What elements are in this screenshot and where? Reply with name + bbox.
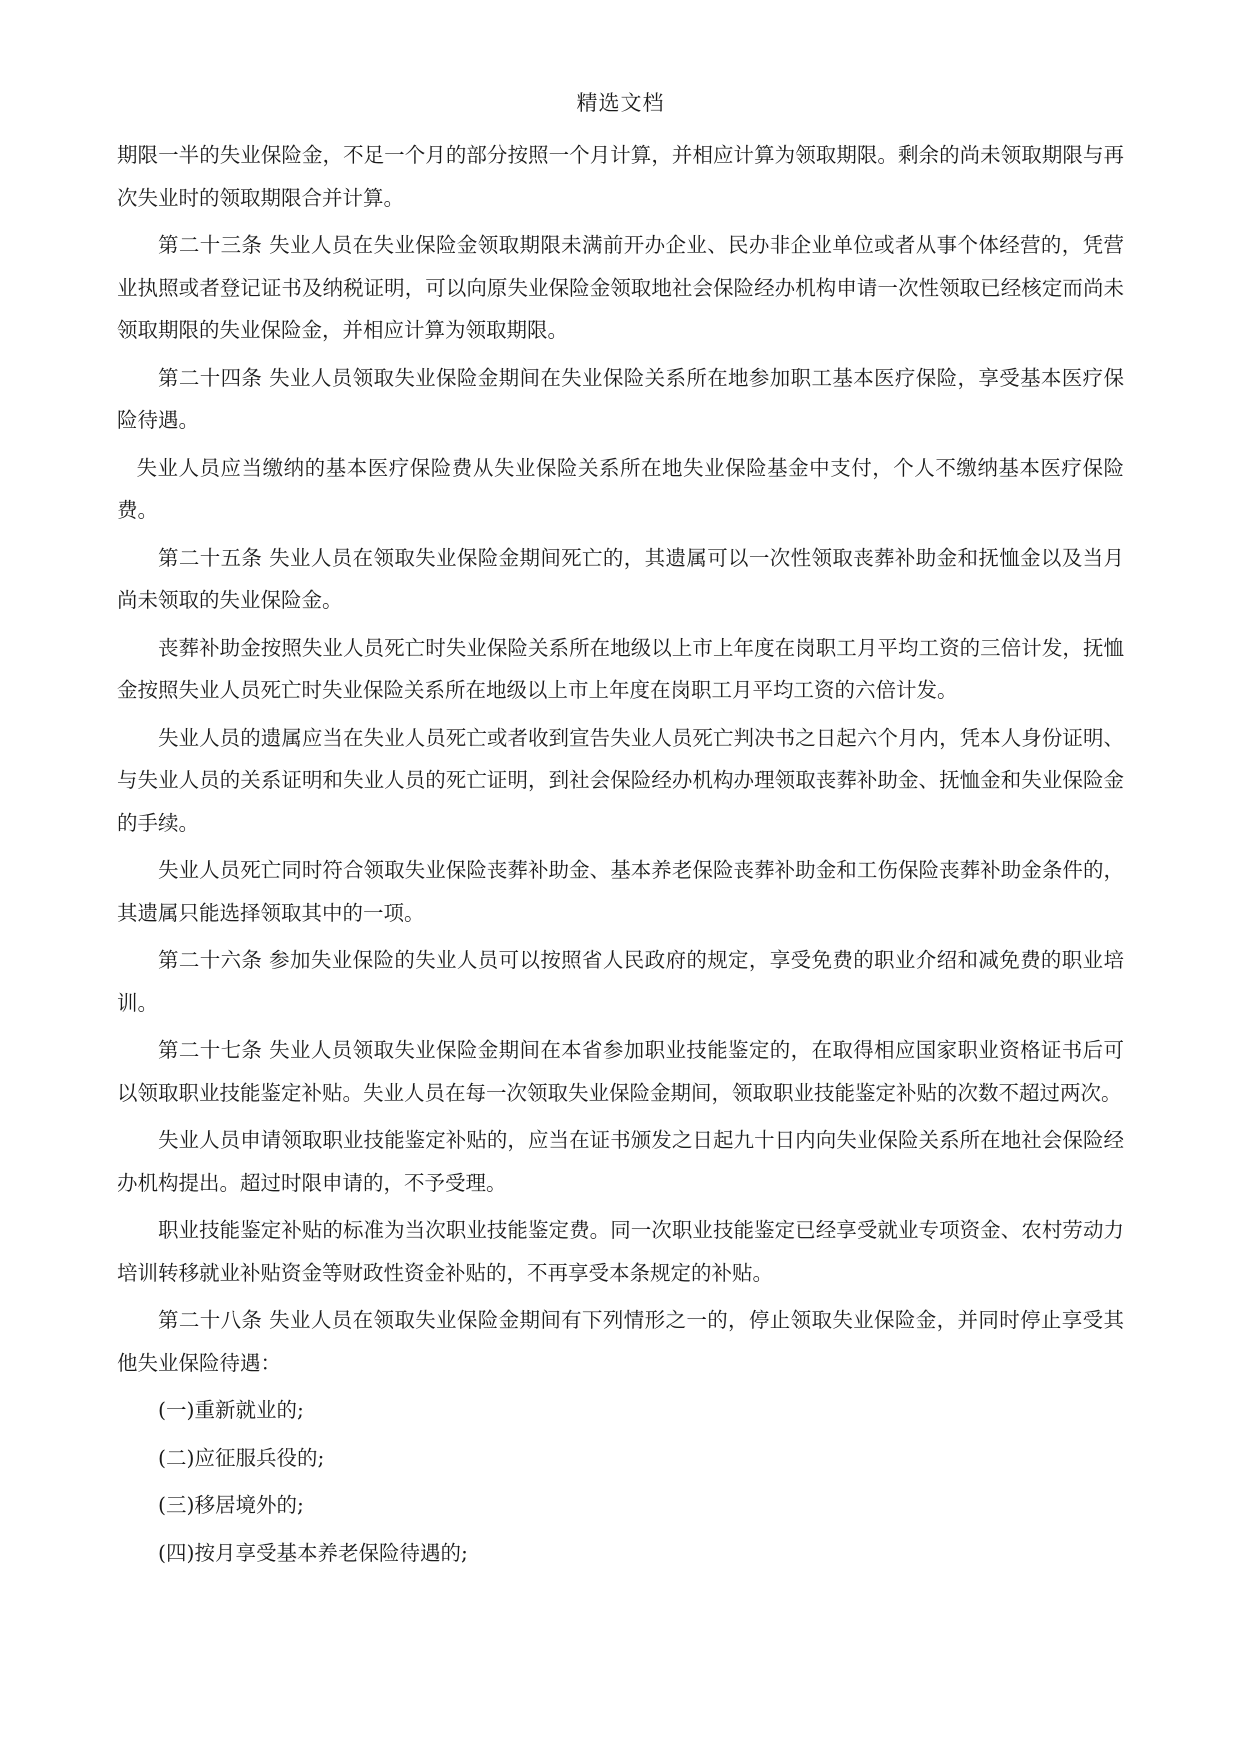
paragraph: 失业人员死亡同时符合领取失业保险丧葬补助金、基本养老保险丧葬补助金和工伤保险丧葬补助金条件的，其遗属只能选择领取其中的一项。: [117, 858, 1124, 925]
list-item: (三)移居境外的;: [158, 1493, 304, 1517]
paragraph: 期限一半的失业保险金，不足一个月的部分按照一个月计算，并相应计算为领取期限。剩余的尚未领取期限与再次失业时的领取期限合并计算。: [117, 143, 1124, 210]
paragraph: 第二十四条 失业人员领取失业保险金期间在失业保险关系所在地参加职工基本医疗保险，享受基本医疗保险待遇。: [117, 365, 1124, 432]
page-header: 精选文档: [576, 91, 665, 115]
list-item: (二)应征服兵役的;: [158, 1445, 325, 1470]
document-body: [117, 134, 1124, 1579]
paragraph: 第二十五条 失业人员在领取失业保险金期间死亡的，其遗属可以一次性领取丧葬补助金和抚恤金以及当月尚未领取的失业保险金。: [117, 545, 1124, 612]
paragraph: 第二十六条 参加失业保险的失业人员可以按照省人民政府的规定，享受免费的职业介绍和减免费的职业培训。: [117, 948, 1124, 1015]
list-item: (四)按月享受基本养老保险待遇的;: [158, 1540, 468, 1565]
paragraph: 丧葬补助金按照失业人员死亡时失业保险关系所在地级以上市上年度在岗职工月平均工资的三倍计发，抚恤金按照失业人员死亡时失业保险关系所在地级以上市上年度在岗职工月平均工资的六倍计发。: [117, 635, 1124, 702]
paragraph: 第二十七条 失业人员领取失业保险金期间在本省参加职业技能鉴定的，在取得相应国家职业资格证书后可以领取职业技能鉴定补贴。失业人员在每一次领取失业保险金期间，领取职业技能鉴定补贴的次数不超过两次。: [117, 1038, 1124, 1105]
paragraph: 失业人员应当缴纳的基本医疗保险费从失业保险关系所在地失业保险基金中支付，个人不缴纳基本医疗保险费。: [117, 455, 1124, 522]
paragraph: 第二十三条 失业人员在失业保险金领取期限未满前开办企业、民办非企业单位或者从事个体经营的，凭营业执照或者登记证书及纳税证明，可以向原失业保险金领取地社会保险经办机构申请一次性领取已经核定而尚未领取期限的失业保险金，并相应计算为领取期限。: [117, 233, 1124, 342]
paragraph: 第二十八条 失业人员在领取失业保险金期间有下列情形之一的，停止领取失业保险金，并同时停止享受其他失业保险待遇：: [117, 1308, 1124, 1375]
paragraph: 失业人员申请领取职业技能鉴定补贴的，应当在证书颁发之日起九十日内向失业保险关系所在地社会保险经办机构提出。超过时限申请的，不予受理。: [117, 1128, 1124, 1195]
paragraph: 失业人员的遗属应当在失业人员死亡或者收到宣告失业人员死亡判决书之日起六个月内，凭本人身份证明、与失业人员的关系证明和失业人员的死亡证明，到社会保险经办机构办理领取丧葬补助金、抚恤金和失业保险金的手续。: [117, 725, 1124, 835]
list-item: (一)重新就业的;: [158, 1398, 304, 1422]
paragraph: 职业技能鉴定补贴的标准为当次职业技能鉴定费。同一次职业技能鉴定已经享受就业专项资金、农村劳动力培训转移就业补贴资金等财政性资金补贴的，不再享受本条规定的补贴。: [117, 1218, 1124, 1285]
